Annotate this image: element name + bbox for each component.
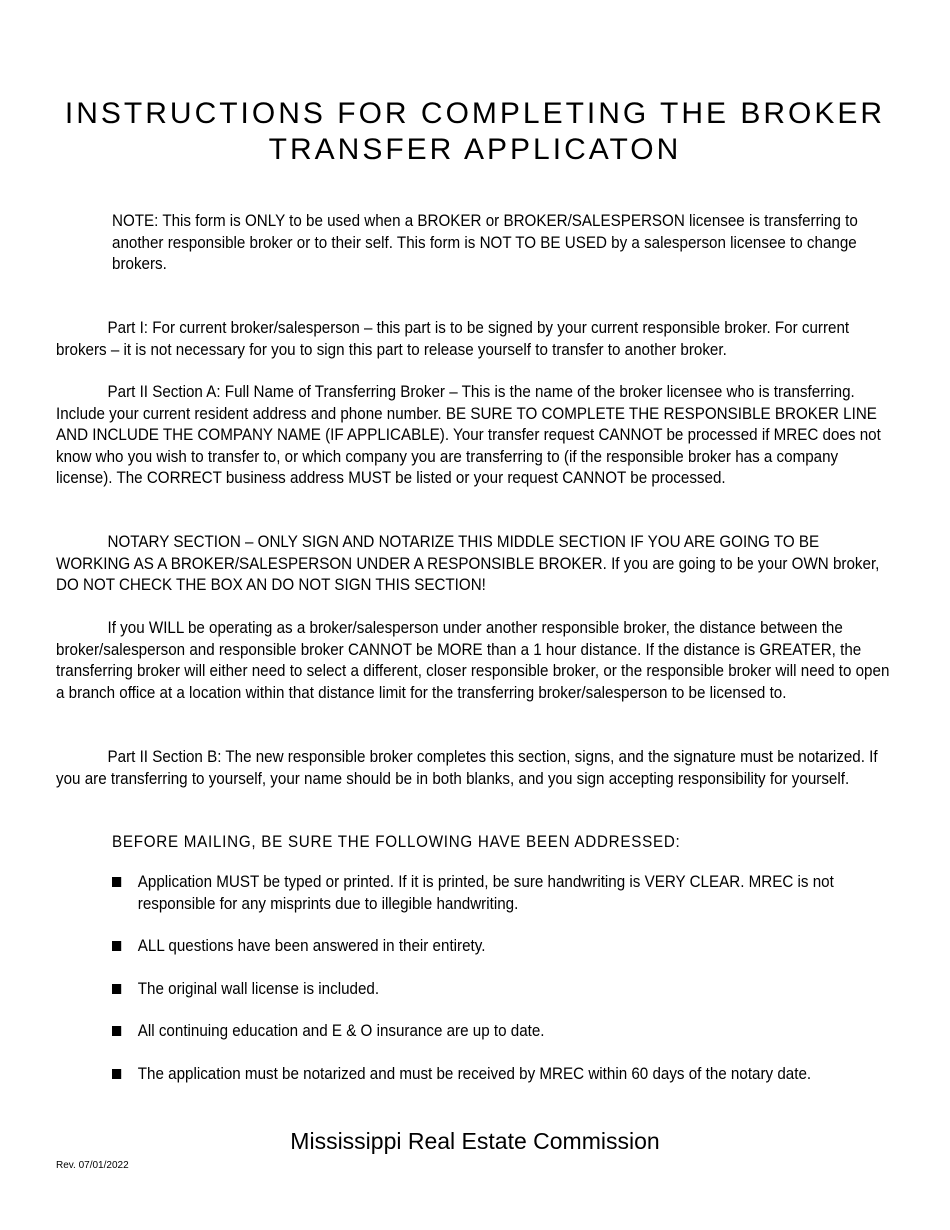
square-bullet-icon [112, 984, 121, 994]
square-bullet-icon [112, 1026, 121, 1036]
checklist-item [112, 872, 903, 915]
checklist-item-text: Application MUST be typed or printed. If it is printed, be sure handwriting is VERY CLEAR. MREC is not responsible for any misprints due to illegible handwriting. [137, 873, 834, 913]
page-title [56, 96, 894, 168]
checklist-item [112, 936, 903, 958]
square-bullet-icon [112, 1069, 121, 1079]
checklist-item-text: All continuing education and E & O insurance are up to date. [137, 1022, 545, 1040]
checklist-item-text: ALL questions have been answered in their entirety. [137, 937, 486, 955]
title-line-2: TRANSFER APPLICATON [268, 133, 682, 166]
revision-date: Rev. 07/01/2022 [56, 1160, 129, 1171]
part-2-section-a-paragraph: Part II Section A: Full Name of Transferring Broker – This is the name of the broker licensee who is transferring. Include your current resident address and phone number. BE SURE TO COMPLETE THE RESPONSIBLE BROKER LINE AND INCLUDE THE COMPANY NAME (IF APPLICABLE). Your transfer request CANNOT be processed if MREC does not know who you wish to transfer to, or which company you are transferring to (if the responsible broker has a company license). The CORRECT business address MUST be listed or your request CANNOT be processed. [56, 383, 881, 487]
part-1-paragraph: Part I: For current broker/salesperson – this part is to be signed by your current responsible broker. For current brokers – it is not necessary for you to sign this part to release yourself to transfer to another broker. [56, 319, 850, 359]
checklist-item-text: The original wall license is included. [137, 979, 380, 998]
checklist-item [112, 979, 903, 1001]
checklist-item [112, 1021, 903, 1043]
distance-paragraph: If you WILL be operating as a broker/salesperson under another responsible broker, the distance between the broker/salesperson and responsible broker CANNOT be MORE than a 1 hour distance. If the distance is GREATER, the transferring broker will either need to select a different, closer responsible broker, or the responsible broker will need to open a branch office at a location within that distance limit for the transferring broker/salesperson to be licensed to. [56, 619, 890, 702]
notary-section-paragraph: NOTARY SECTION – ONLY SIGN AND NOTARIZE THIS MIDDLE SECTION IF YOU ARE GOING TO BE WORKING AS A BROKER/SALESPERSON UNDER A RESPONSIBLE BROKER. If you are going to be your OWN broker, DO NOT CHECK THE BOX AN DO NOT SIGN THIS SECTION! [56, 533, 880, 594]
checklist-heading: BEFORE MAILING, BE SURE THE FOLLOWING HAVE BEEN ADDRESSED: [112, 833, 681, 851]
note-paragraph: NOTE: This form is ONLY to be used when a BROKER or BROKER/SALESPERSON licensee is transferring to another responsible broker or to their self. This form is NOT TO BE USED by a salesperson licensee to change brokers. [112, 212, 858, 273]
title-line-1: INSTRUCTIONS FOR COMPLETING THE BROKER [64, 97, 886, 130]
organization-name: Mississippi Real Estate Commission [290, 1128, 660, 1154]
square-bullet-icon [112, 877, 121, 887]
checklist-item-text: The application must be notarized and must be received by MREC within 60 days of the notary date. [137, 1064, 812, 1083]
part-2-section-b-paragraph: Part II Section B: The new responsible broker completes this section, signs, and the signature must be notarized. If you are transferring to yourself, your name should be in both blanks, and you sign accepting responsibility for yourself. [56, 748, 878, 788]
square-bullet-icon [112, 941, 121, 951]
checklist-item [112, 1064, 903, 1086]
checklist [112, 872, 950, 1106]
